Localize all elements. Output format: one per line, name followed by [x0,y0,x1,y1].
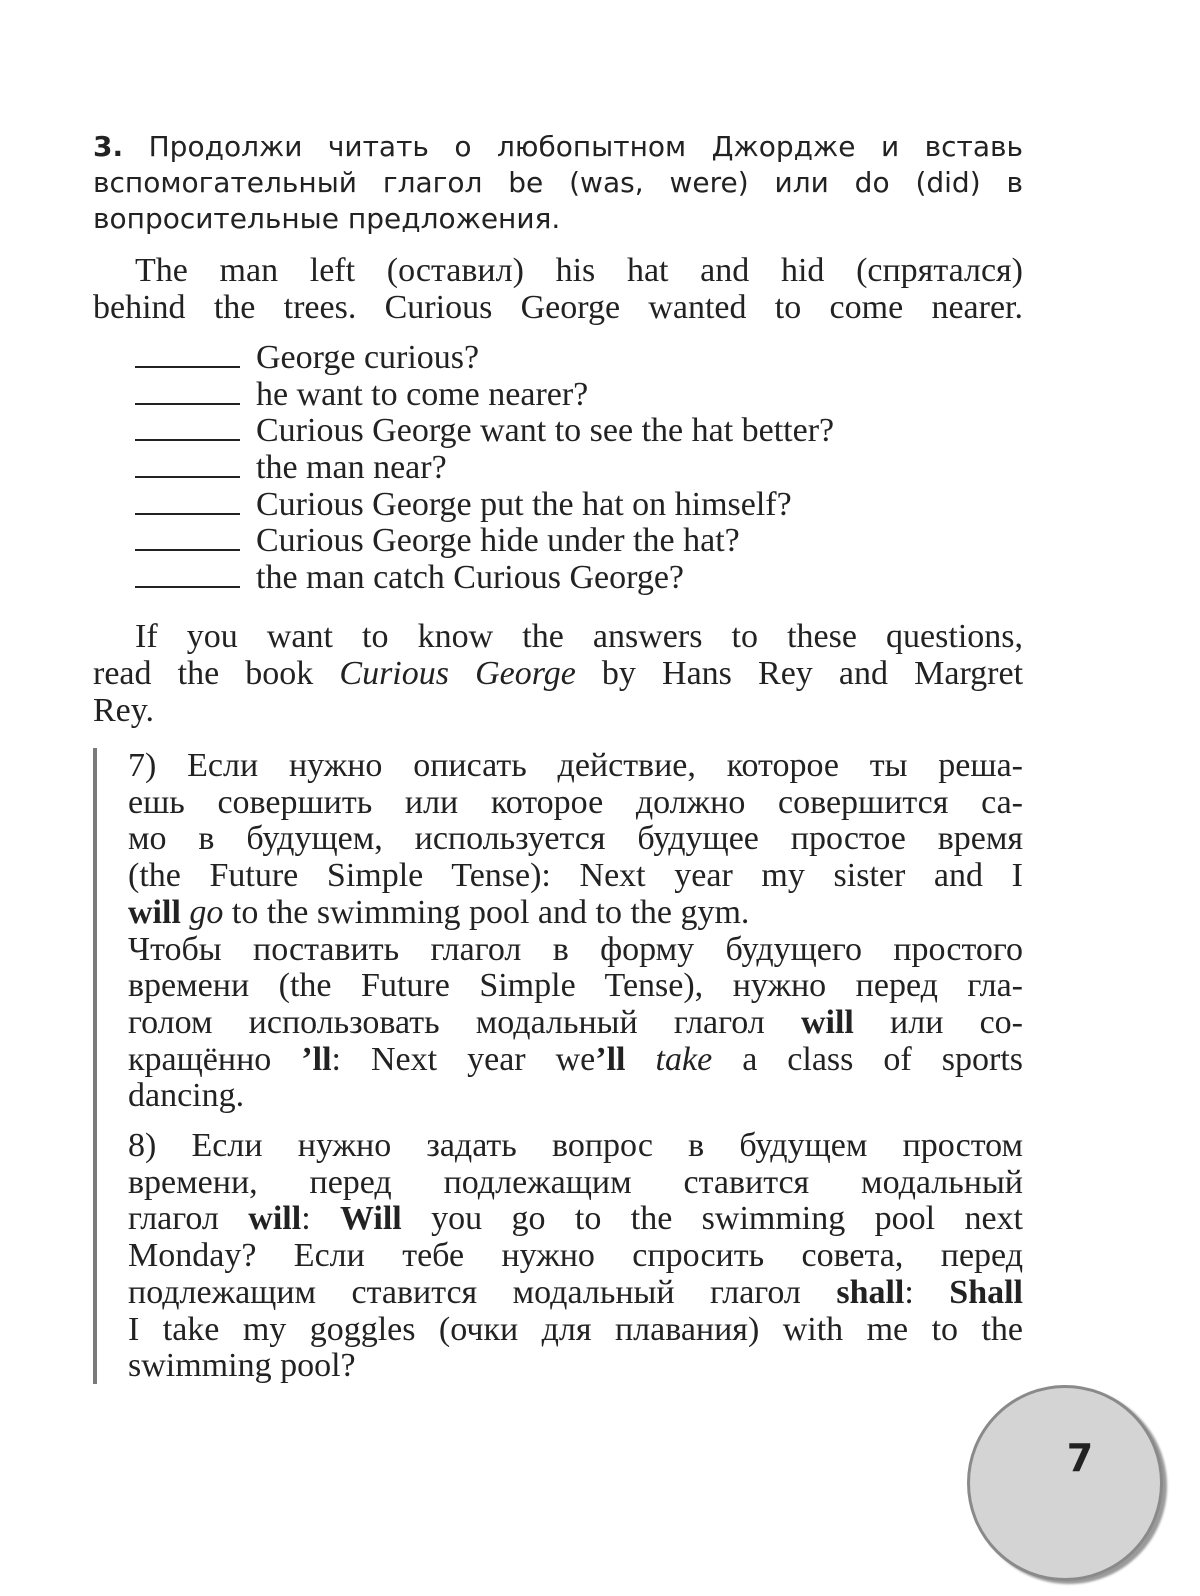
question-item: Curious George put the hat on himself? [135,487,1035,524]
outro-line: If you want to know the answers to these questions, [135,618,1023,655]
story-line: The man left (оставил) his hat and hid (спрятался) [135,252,1023,289]
rule-line: глагол will: Will you go to the swimming pool next [128,1200,1023,1238]
question-item: the man near? [135,450,1035,487]
rule-line: ешь совершить или которое должно совершится са- [128,783,1023,821]
task-3-instruction [93,129,1023,237]
grammar-rule-7 [128,748,1023,1115]
answer-blank[interactable] [135,451,240,478]
rule-line: подлежащим ставится модальный глагол shall: Shall [128,1273,1023,1311]
answer-blank[interactable] [135,414,240,441]
question-item: Curious George hide under the hat? [135,523,1035,560]
question-list [135,340,1035,597]
outro-line: read the book Curious George by Hans Rey and Margret [93,655,1024,692]
rule-line: голом использовать модальный глагол will или со- [128,1003,1023,1041]
grammar-rule-bar [93,748,97,1384]
instruction-line: вопросительные предложения. [93,202,561,235]
story-line: behind the trees. Curious George wanted to come nearer. [93,289,1023,326]
question-item: he want to come nearer? [135,377,1035,414]
rule-line: времени, перед подлежащим ставится модальный [128,1163,1023,1201]
rule-line: I take my goggles (очки для плавания) with me to the [128,1310,1023,1348]
page-number-badge [967,1385,1163,1581]
rule-line: will go to the swimming pool and to the gym. [128,893,750,931]
rule-line: Чтобы поставить глагол в форму будущего простого [128,930,1023,968]
task-number: 3. [93,130,124,163]
answer-blank[interactable] [135,341,240,368]
question-item: George curious? [135,340,1035,377]
rule-line: 7) Если нужно описать действие, которое ты реша- [128,747,1023,784]
rule-line: кращённо ’ll: Next year we’ll take a class of sports [128,1040,1023,1078]
rule-line: мо в будущем, используется будущее простое время [128,820,1023,858]
instruction-line: 3. Продолжи читать о любопытном Джордже и вставь [93,130,1024,163]
story-paragraph [93,252,1023,326]
grammar-rule-8 [128,1128,1023,1385]
answer-blank[interactable] [135,524,240,551]
outro-line: Rey. [93,692,155,729]
rule-line: Monday? Если тебе нужно спросить совета, перед [128,1237,1023,1275]
answer-blank[interactable] [135,561,240,588]
question-item: Curious George want to see the hat better? [135,413,1035,450]
rule-line: (the Future Simple Tense): Next year my sister and I [128,857,1023,895]
book-title: Curious George [339,655,576,692]
instruction-line: вспомогательный глагол be (was, were) или do (did) в [93,166,1023,199]
rule-line: swimming pool? [128,1347,356,1385]
outro-paragraph [93,618,1023,729]
answer-blank[interactable] [135,488,240,515]
rule-line: времени (the Future Simple Tense), нужно перед гла- [128,967,1023,1005]
question-item: the man catch Curious George? [135,560,1035,597]
page-number: 7 [1066,1436,1094,1480]
rule-line: dancing. [128,1077,245,1115]
answer-blank[interactable] [135,378,240,405]
rule-line: 8) Если нужно задать вопрос в будущем простом [128,1127,1023,1164]
